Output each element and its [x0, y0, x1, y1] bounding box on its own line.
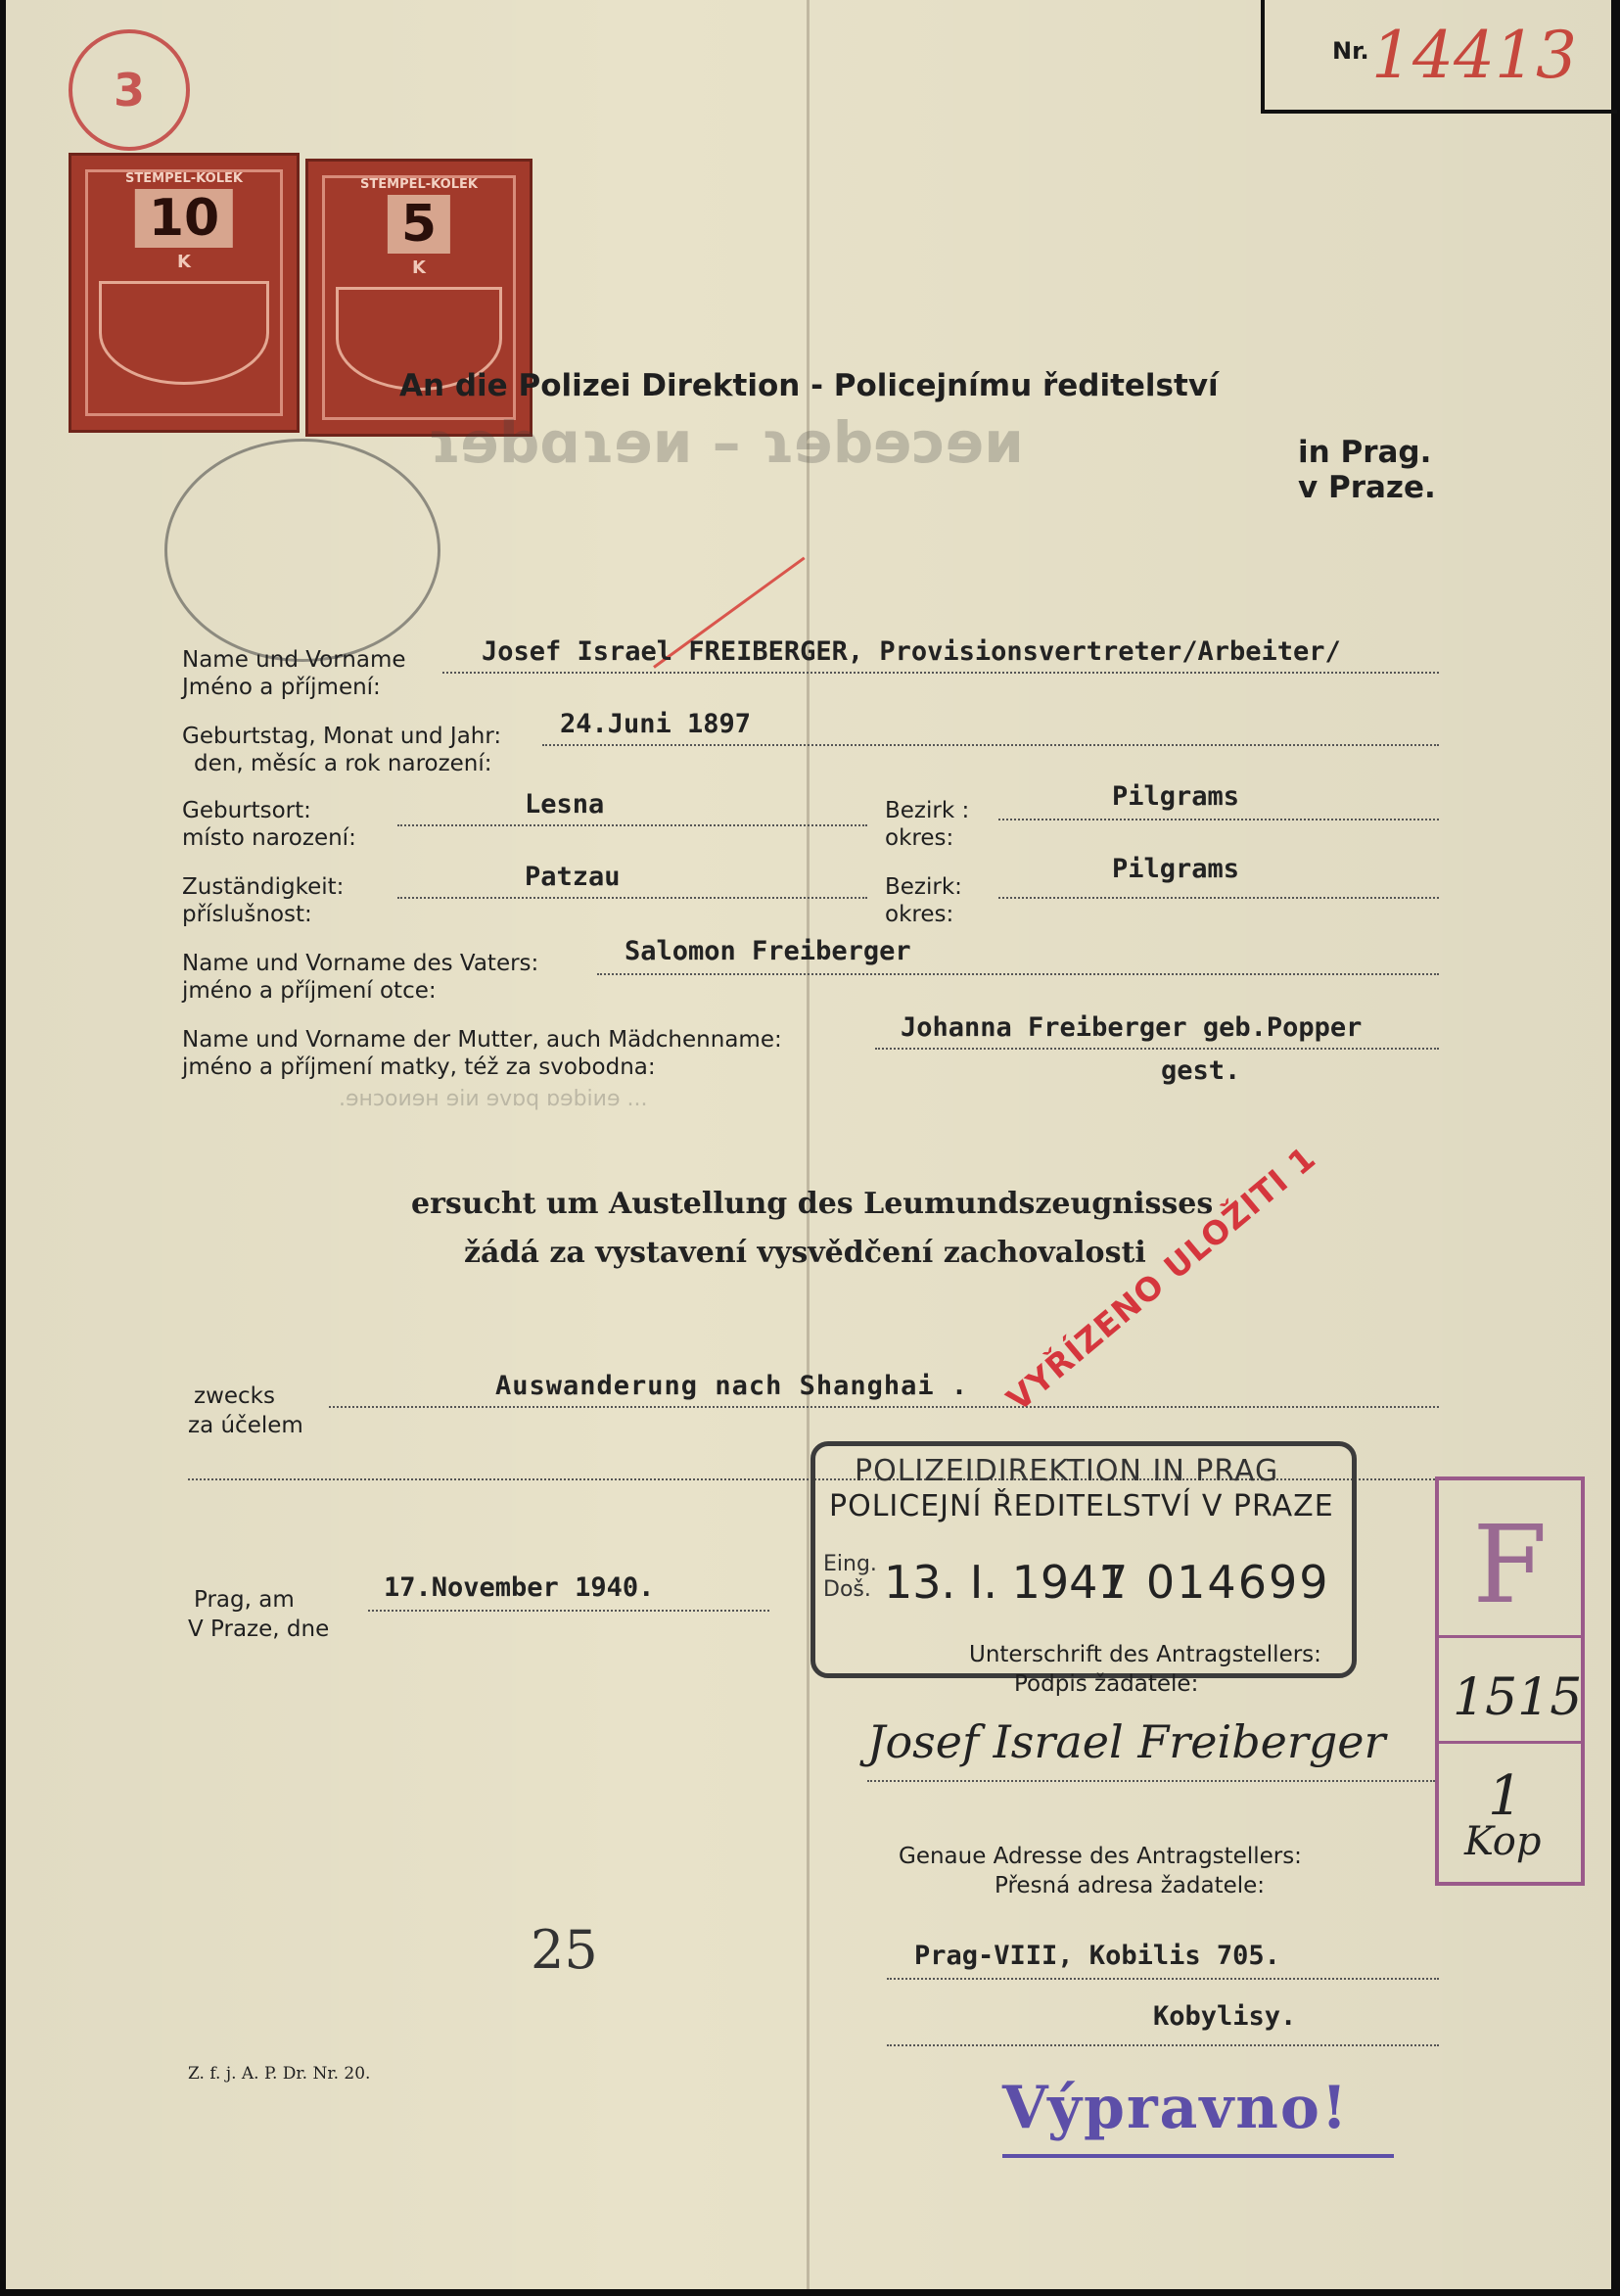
jurisdiction-label-cz: příslušnost: — [182, 902, 312, 927]
district2-label-cz: okres: — [885, 902, 954, 927]
file-category-box: F 1515 1 Kop — [1435, 1476, 1585, 1886]
purpose-value: Auswanderung nach Shanghai . — [495, 1371, 969, 1401]
signature-label-de: Unterschrift des Antragstellers: — [969, 1642, 1321, 1667]
number-label: Nr. — [1332, 37, 1369, 65]
vypravno-stamp: Výpravno! — [1002, 2074, 1350, 2142]
revenue-stamp-5: STEMPEL-KOLEK 5 K — [305, 159, 532, 437]
birth-value: 24.Juni 1897 — [560, 709, 752, 739]
f-box-number-1: 1515 — [1453, 1668, 1583, 1727]
stamp-value: 10 — [135, 189, 233, 248]
mother-label-de: Name und Vorname der Mutter, auch Mädchenname: — [182, 1027, 782, 1053]
mother-value-2: gest. — [1161, 1055, 1241, 1086]
jurisdiction-label-de: Zuständigkeit: — [182, 874, 345, 900]
round-cancellation-stamp — [164, 439, 440, 662]
revenue-stamp-10: STEMPEL-KOLEK 10 K — [69, 153, 300, 433]
margin-pencil-note: 25 — [531, 1919, 598, 1981]
district-label-cz: okres: — [885, 825, 954, 851]
date-label-de: Prag, am — [194, 1587, 295, 1613]
f-box-initials: Kop — [1464, 1819, 1542, 1864]
handwritten-signature: Josef Israel Freiberger — [867, 1715, 1386, 1768]
bleed-through-text: .ɘʜɔoᴎɘʜ ɘiᴎ ɘvɒq ɒɘbiᴎɘ ... — [339, 1087, 648, 1111]
request-cz: žádá za vystavení vysvědčení zachovalosti — [464, 1236, 1146, 1270]
name-value: Josef Israel FREIBERGER, Provisionsvertreter/Arbeiter/ — [482, 636, 1341, 667]
mother-value-1: Johanna Freiberger geb.Popper — [901, 1012, 1363, 1043]
address-line-1: Prag-VIII, Kobilis 705. — [914, 1941, 1280, 1971]
lion-shield-icon — [99, 281, 269, 385]
purpose-label-de: zwecks — [194, 1383, 275, 1409]
entry-number: 7 014699 — [1099, 1556, 1330, 1609]
f-box-number-2: 1 — [1488, 1764, 1523, 1828]
stamp-value: 5 — [388, 195, 450, 254]
birth-label-cz: den, měsíc a rok narození: — [194, 751, 492, 776]
address-label-cz: Přesná adresa žadatele: — [995, 1873, 1266, 1898]
police-entry-stamp: POLIZEIDIREKTION IN PRAG POLICEJNÍ ŘEDITELSTVÍ V PRAZE Eing. Doš. 13. I. 1941 7 014699 — [810, 1441, 1357, 1678]
district-value: Pilgrams — [1112, 781, 1240, 812]
address-label-de: Genaue Adresse des Antragstellers: — [899, 1844, 1302, 1869]
circled-number: 3 — [69, 29, 190, 151]
authority-address: An die Polizei Direktion - Policejnímu ředitelství — [399, 368, 1219, 403]
birthplace-label-de: Geburtsort: — [182, 798, 311, 823]
jurisdiction-value: Patzau — [525, 862, 621, 892]
request-de: ersucht um Austellung des Leumundszeugnisses — [411, 1187, 1214, 1221]
purpose-label-cz: za účelem — [188, 1413, 303, 1438]
birthplace-label-cz: místo narození: — [182, 825, 356, 851]
district2-value: Pilgrams — [1112, 854, 1240, 884]
mother-label-cz: jméno a příjmení matky, též za svobodna: — [182, 1054, 656, 1080]
form-code: Z. f. j. A. P. Dr. Nr. 20. — [188, 2064, 371, 2084]
document-page — [6, 0, 1611, 2289]
city-cz: v Praze. — [1298, 470, 1436, 505]
signature-label-cz: Podpis žadatele: — [1014, 1671, 1199, 1697]
date-value: 17.November 1940. — [384, 1572, 655, 1603]
entry-date: 13. I. 1941 — [884, 1556, 1127, 1609]
address-line-2: Kobylisy. — [1153, 2001, 1297, 2032]
district2-label-de: Bezirk: — [885, 874, 962, 900]
name-label-de: Name und Vorname — [182, 647, 406, 673]
file-number: 14413 — [1371, 18, 1577, 93]
fold-crease — [807, 0, 810, 2289]
father-label-de: Name und Vorname des Vaters: — [182, 951, 539, 976]
red-approval-stamp: VYŘÍZENO ULOŽITI 1 — [998, 1138, 1323, 1419]
father-label-cz: jméno a příjmení otce: — [182, 978, 437, 1004]
name-label-cz: Jméno a příjmení: — [182, 675, 381, 700]
father-value: Salomon Freiberger — [625, 936, 911, 966]
date-label-cz: V Praze, dne — [188, 1617, 330, 1642]
district-label-de: Bezirk : — [885, 798, 970, 823]
bleed-through-text: ɿɘbɑɿɘᴎ – ɿɘbɘɔɘᴎ — [427, 409, 1024, 476]
city-de: in Prag. — [1298, 435, 1432, 470]
birthplace-value: Lesna — [525, 789, 605, 820]
birth-label-de: Geburtstag, Monat und Jahr: — [182, 724, 502, 749]
